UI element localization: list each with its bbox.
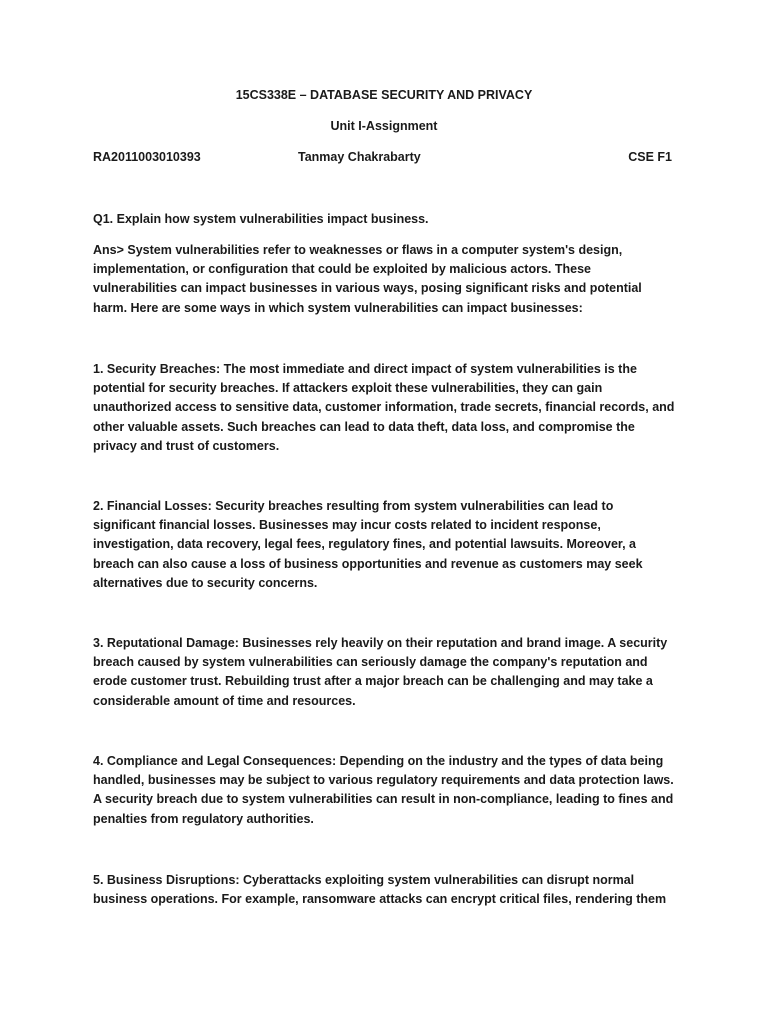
point-compliance-legal: 4. Compliance and Legal Consequences: Depending on the industry and the types of data being handled, businesses may be subject to various regulatory requirements and data protection laws. A security breach due to system vulnerabilities can result in non-compliance, leading to fines and penalties from regulatory authorities. [93, 754, 674, 826]
point-reputational-damage: 3. Reputational Damage: Businesses rely heavily on their reputation and brand image. A security breach caused by system vulnerabilities can seriously damage the company's reputation and erode customer trust. Rebuilding trust after a major breach can be challenging and may take a considerable amount of time and resources. [93, 636, 668, 708]
class-section: CSE F1 [628, 150, 672, 164]
student-info-line [93, 150, 672, 168]
registration-number: RA2011003010393 [93, 150, 201, 164]
question-text: Q1. Explain how system vulnerabilities impact business. [93, 212, 429, 226]
document-title: 15CS338E – DATABASE SECURITY AND PRIVACY [235, 88, 533, 102]
student-name: Tanmay Chakrabarty [298, 150, 421, 164]
point-business-disruptions: 5. Business Disruptions: Cyberattacks exploiting system vulnerabilities can disrupt normal business operations. For example, ransomware attacks can encrypt critical files, rendering them [93, 873, 667, 907]
document-subtitle: Unit I-Assignment [330, 119, 438, 133]
point-financial-losses: 2. Financial Losses: Security breaches resulting from system vulnerabilities can lead to significant financial losses. Businesses may incur costs related to incident response, investigation, data recovery, legal fees, regulatory fines, and potential lawsuits. Moreover, a breach can also cause a loss of business opportunities and revenue as customers may seek alternatives due to security concerns. [93, 499, 643, 590]
point-security-breaches: 1. Security Breaches: The most immediate and direct impact of system vulnerabilities is the potential for security breaches. If attackers exploit these vulnerabilities, they can gain unauthorized access to sensitive data, customer information, trade secrets, financial records, and other valuable assets. Such breaches can lead to data theft, data loss, and compromise the privacy and trust of customers. [93, 362, 675, 453]
answer-intro: Ans> System vulnerabilities refer to weaknesses or flaws in a computer system's design, implementation, or configuration that could be exploited by malicious actors. These vulnerabilities can impact businesses in various ways, posing significant risks and potential harm. Here are some ways in which system vulnerabilities can impact businesses: [93, 243, 642, 315]
